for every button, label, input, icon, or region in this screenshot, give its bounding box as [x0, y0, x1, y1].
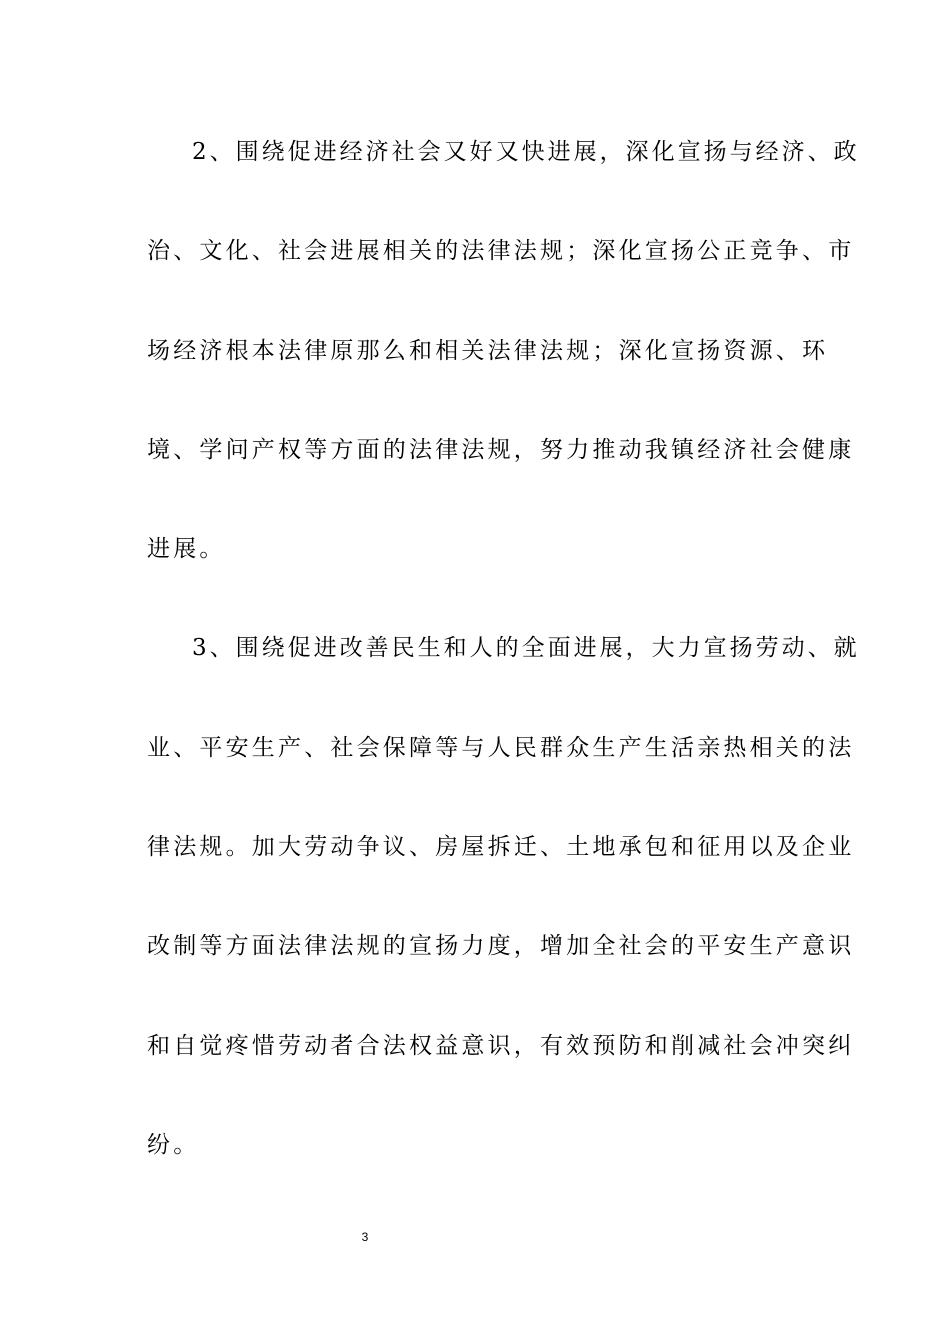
paragraph-line: 场经济根本法律原那么和相关法律法规；深化宣扬资源、环 [147, 338, 829, 364]
paragraph-line: 业、平安生产、社会保障等与人民群众生产生活亲热相关的法 [147, 735, 855, 761]
paragraph-line: 纷。 [147, 1132, 200, 1158]
paragraph-line: 和自觉疼惜劳动者合法权益意识，有效预防和削减社会冲突纠 [147, 1033, 855, 1059]
paragraph-line: 境、学问产权等方面的法律法规，努力推动我镇经济社会健康 [147, 437, 855, 463]
paragraph-line: 2、围绕促进经济社会又好又快进展，深化宣扬与经济、政 [192, 139, 860, 165]
paragraph-line: 治、文化、社会进展相关的法律法规；深化宣扬公正竞争、市 [147, 238, 855, 264]
page-number: 3 [361, 1230, 369, 1244]
paragraph-line: 3、围绕促进改善民生和人的全面进展，大力宣扬劳动、就 [192, 635, 860, 661]
paragraph-line: 律法规。加大劳动争议、房屋拆迁、土地承包和征用以及企业 [147, 834, 855, 860]
paragraph-line: 改制等方面法律法规的宣扬力度，增加全社会的平安生产意识 [147, 933, 855, 959]
paragraph-line: 进展。 [147, 536, 226, 562]
